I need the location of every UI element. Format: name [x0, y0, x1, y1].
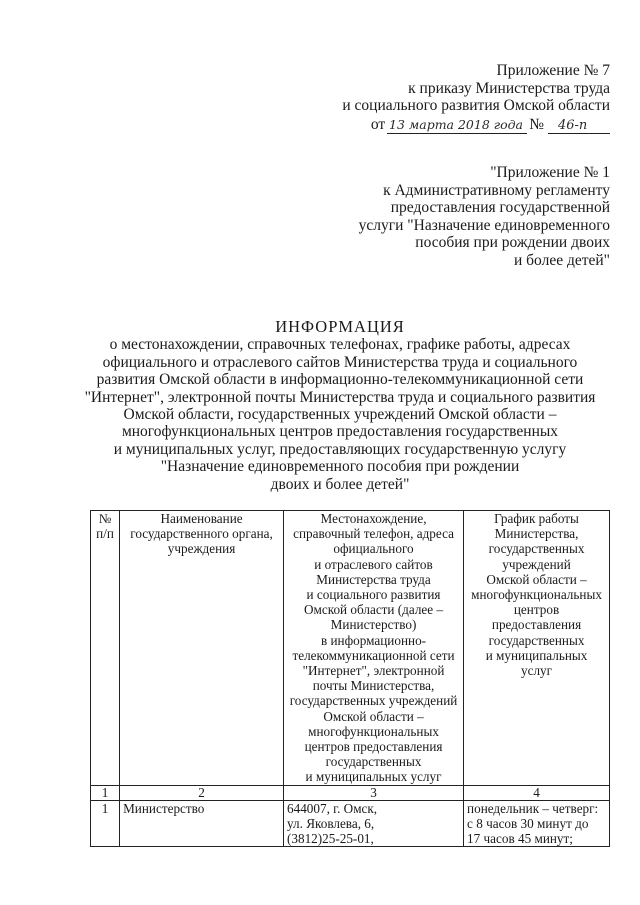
annex-7-title: Приложение № 7 — [496, 62, 610, 79]
header-schedule: График работы Министерства, государственных учреждений Омской области – многофункциональных центров предоставления государственных и муниципальных услуг — [464, 511, 610, 786]
annex-1-line: к Административному регламенту — [383, 181, 610, 199]
information-line: "Назначение единовременного пособия при рождении — [160, 458, 520, 476]
column-number: 1 — [91, 785, 120, 800]
row-number: 1 — [91, 800, 120, 847]
information-table — [90, 510, 610, 847]
annex-1-line: "Приложение № 1 — [490, 164, 610, 181]
header-location-contacts: Местонахождение, справочный телефон, адреса официального и отраслевого сайтов Министерства труда и социального развития Омской области (далее – Министерство) в информационно- телекоммуникационной сети "Интернет", электронной почты Министерства, государственных учреждений Омской области – многофункциональных центров предоставления государственных и муниципальных услуг — [284, 511, 464, 786]
handwritten-number-scribble — [548, 115, 610, 133]
column-number: 4 — [464, 785, 610, 800]
header-organization-name: Наименование государственного органа, учреждения — [120, 511, 284, 786]
organization-name: Министерство — [120, 800, 284, 847]
information-title-block — [60, 318, 620, 493]
annex-7-header — [310, 62, 610, 134]
information-heading: ИНФОРМАЦИЯ — [275, 317, 405, 336]
table-header-row — [91, 511, 610, 786]
column-number: 3 — [284, 785, 464, 800]
annex-1-line: и более детей" — [513, 251, 610, 269]
information-line: "Интернет", электронной почты Министерства труда и социального развития — [84, 388, 596, 406]
annex-7-line-2: к приказу Министерства труда — [408, 79, 610, 97]
annex-1-header — [310, 164, 610, 269]
column-number: 2 — [120, 785, 284, 800]
svg-text:46-п: 46-п — [558, 117, 588, 133]
number-sign: № — [529, 116, 544, 133]
information-line: о местонахождении, справочных телефонах, графике работы, адресах — [109, 336, 571, 354]
header-number: № п/п — [91, 511, 120, 786]
order-reference-line — [310, 115, 610, 134]
information-line: двоих и более детей" — [270, 475, 410, 493]
annex-1-line: пособия при рождении двоих — [415, 234, 610, 251]
from-label: от — [370, 116, 386, 133]
information-line: многофункциональных центров предоставления государственных — [121, 423, 559, 441]
svg-text:13 марта 2018 года: 13 марта 2018 года — [389, 116, 524, 132]
information-line: развития Омской области в информационно-телекоммуникационной сети — [96, 371, 584, 389]
handwritten-date-scribble — [387, 115, 527, 133]
table-row — [91, 800, 610, 847]
information-line: Омской области, государственных учреждений Омской области – — [123, 406, 557, 424]
handwritten-date — [387, 115, 527, 134]
annex-1-line: услуги "Назначение единовременного — [358, 216, 610, 234]
handwritten-number — [548, 115, 610, 134]
information-line: официального и отраслевого сайтов Министерства труда и социального — [102, 353, 578, 371]
organization-address: 644007, г. Омск, ул. Яковлева, 6, (3812)25-25-01, — [284, 800, 464, 847]
column-number-row — [91, 785, 610, 800]
annex-1-line: предоставления государственной — [390, 199, 610, 216]
annex-7-line-3: и социального развития Омской области — [342, 97, 610, 114]
information-line: и муниципальных услуг, предоставляющих государственную услугу — [113, 440, 567, 458]
organization-schedule: понедельник – четверг: с 8 часов 30 минут до 17 часов 45 минут; — [464, 800, 610, 847]
